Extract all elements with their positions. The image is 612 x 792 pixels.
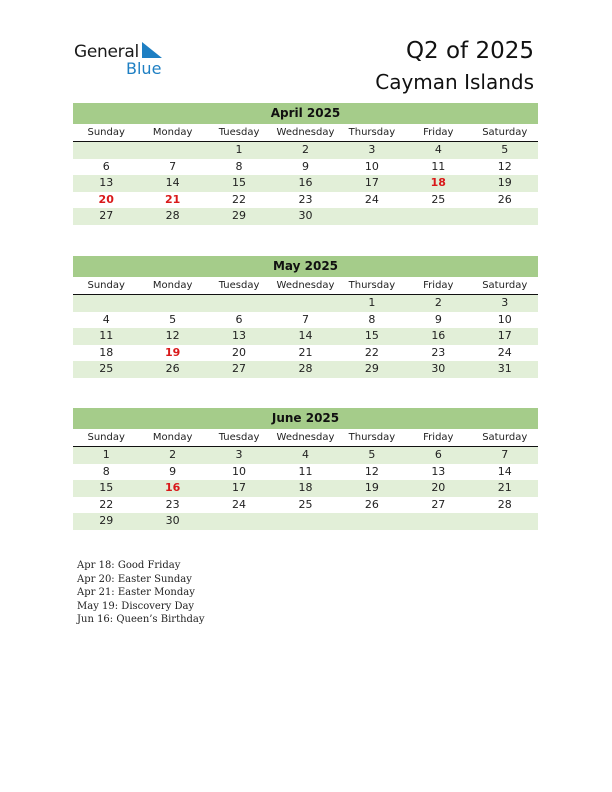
month-header: April 2025 (73, 103, 538, 124)
day-cell: 19 (164, 345, 181, 359)
day-cell: 11 (431, 159, 446, 173)
day-cell: 29 (364, 362, 379, 375)
weekday-label: Tuesday (218, 432, 260, 443)
day-cell: 7 (169, 159, 177, 173)
day-cell: 24 (364, 192, 379, 206)
day-cell: 19 (364, 481, 379, 494)
weekday-label: Friday (423, 280, 454, 291)
day-cell: 9 (169, 464, 177, 478)
week-row (73, 361, 538, 378)
logo-blue-text: Blue (126, 59, 162, 78)
empty-day-cell (339, 513, 405, 530)
weekday-label: Saturday (482, 127, 528, 138)
day-cell: 24 (497, 345, 512, 359)
empty-day-cell (472, 208, 538, 225)
weekday-label: Saturday (482, 280, 528, 291)
day-cell: 30 (431, 362, 446, 375)
day-cell: 21 (497, 481, 512, 494)
day-cell: 25 (431, 192, 446, 206)
day-cell: 23 (298, 192, 313, 206)
weekday-label: Monday (152, 280, 193, 291)
weekday-label: Monday (152, 432, 193, 443)
day-cell: 4 (301, 448, 309, 461)
day-cell: 18 (99, 345, 114, 359)
holiday-note: May 19: Discovery Day (77, 600, 195, 612)
empty-day-cell (339, 208, 405, 225)
day-cell: 30 (165, 514, 180, 527)
day-cell: 27 (99, 209, 114, 222)
day-cell: 13 (232, 329, 247, 342)
logo (74, 40, 174, 80)
week-row (73, 447, 538, 464)
logo-triangle-icon (140, 42, 162, 58)
day-cell: 17 (364, 176, 379, 189)
day-cell: 6 (235, 312, 243, 326)
week-row (73, 497, 538, 514)
day-cell: 15 (232, 176, 247, 189)
weekday-label: Sunday (87, 432, 125, 443)
weekday-header-row (73, 277, 538, 295)
day-cell: 1 (102, 448, 110, 461)
day-cell: 1 (368, 296, 376, 309)
day-cell: 22 (364, 345, 379, 359)
weekday-label: Wednesday (276, 127, 335, 138)
day-cell: 6 (434, 448, 442, 461)
day-cell: 8 (368, 312, 376, 326)
day-cell: 7 (301, 312, 309, 326)
empty-day-cell (139, 295, 205, 312)
day-cell: 2 (169, 448, 177, 461)
day-cell: 18 (430, 176, 446, 189)
week-row (73, 175, 538, 192)
day-cell: 30 (298, 209, 313, 222)
week-row (73, 295, 538, 312)
day-cell: 9 (434, 312, 442, 326)
day-cell: 29 (232, 209, 247, 222)
day-cell: 2 (301, 143, 309, 156)
day-cell: 16 (164, 481, 181, 494)
empty-day-cell (272, 295, 338, 312)
week-row (73, 345, 538, 362)
weekday-label: Friday (423, 432, 454, 443)
day-cell: 14 (497, 464, 512, 478)
empty-day-cell (405, 513, 471, 530)
weekday-label: Saturday (482, 432, 528, 443)
day-cell: 10 (497, 312, 512, 326)
weekday-label: Thursday (348, 280, 396, 291)
day-cell: 3 (501, 296, 509, 309)
weekday-label: Sunday (87, 127, 125, 138)
day-cell: 15 (364, 329, 379, 342)
day-cell: 15 (99, 481, 114, 494)
day-cell: 17 (497, 329, 512, 342)
day-cell: 19 (497, 176, 512, 189)
day-cell: 4 (434, 143, 442, 156)
day-cell: 20 (98, 192, 114, 206)
month-grid (73, 142, 538, 225)
day-cell: 16 (298, 176, 313, 189)
day-cell: 28 (165, 209, 180, 222)
day-cell: 13 (431, 464, 446, 478)
weekday-label: Thursday (348, 127, 396, 138)
weekday-label: Sunday (87, 280, 125, 291)
month-header: May 2025 (73, 256, 538, 277)
weekday-label: Wednesday (276, 432, 335, 443)
day-cell: 26 (497, 192, 512, 206)
week-row (73, 513, 538, 530)
day-cell: 29 (99, 514, 114, 527)
weekday-label: Thursday (348, 432, 396, 443)
day-cell: 23 (431, 345, 446, 359)
day-cell: 9 (301, 159, 309, 173)
holiday-note: Apr 20: Easter Sunday (77, 573, 192, 585)
month-header: June 2025 (73, 408, 538, 429)
day-cell: 11 (298, 464, 313, 478)
day-cell: 27 (431, 497, 446, 511)
day-cell: 20 (431, 481, 446, 494)
day-cell: 12 (364, 464, 379, 478)
day-cell: 7 (501, 448, 509, 461)
day-cell: 24 (232, 497, 247, 511)
day-cell: 26 (364, 497, 379, 511)
holiday-note: Jun 16: Queen’s Birthday (77, 614, 205, 625)
day-cell: 12 (497, 159, 512, 173)
empty-day-cell (472, 513, 538, 530)
empty-day-cell (139, 142, 205, 159)
weekday-header-row (73, 124, 538, 142)
month-grid (73, 447, 538, 530)
month-april (73, 103, 538, 225)
day-cell: 31 (497, 362, 512, 375)
day-cell: 21 (164, 192, 181, 206)
day-cell: 11 (99, 329, 114, 342)
empty-day-cell (206, 295, 272, 312)
weekday-label: Monday (152, 127, 193, 138)
weekday-header-row (73, 429, 538, 447)
day-cell: 21 (298, 345, 313, 359)
day-cell: 3 (368, 143, 376, 156)
month-june (73, 408, 538, 530)
day-cell: 28 (298, 362, 313, 375)
holiday-note: Apr 21: Easter Monday (77, 587, 195, 598)
day-cell: 20 (232, 345, 247, 359)
day-cell: 13 (99, 176, 114, 189)
day-cell: 2 (434, 296, 442, 309)
day-cell: 27 (232, 362, 247, 375)
holiday-notes (77, 559, 205, 627)
day-cell: 25 (298, 497, 313, 511)
weekday-label: Tuesday (218, 127, 260, 138)
week-row (73, 208, 538, 225)
empty-day-cell (73, 295, 139, 312)
week-row (73, 328, 538, 345)
day-cell: 3 (235, 448, 243, 461)
day-cell: 28 (497, 497, 512, 511)
month-grid (73, 295, 538, 378)
week-row (73, 142, 538, 159)
empty-day-cell (206, 513, 272, 530)
week-row (73, 159, 538, 176)
day-cell: 17 (232, 481, 247, 494)
month-may (73, 256, 538, 378)
week-row (73, 464, 538, 481)
day-cell: 14 (165, 176, 180, 189)
weekday-label: Wednesday (276, 280, 335, 291)
day-cell: 14 (298, 329, 313, 342)
day-cell: 22 (232, 192, 247, 206)
day-cell: 22 (99, 497, 114, 511)
week-row (73, 192, 538, 209)
weekday-label: Tuesday (218, 280, 260, 291)
day-cell: 4 (102, 312, 110, 326)
day-cell: 5 (501, 143, 509, 156)
day-cell: 12 (165, 329, 180, 342)
page-subtitle: Cayman Islands (375, 70, 534, 94)
week-row (73, 312, 538, 329)
logo-general-text: General (74, 42, 139, 62)
day-cell: 18 (298, 481, 313, 494)
empty-day-cell (73, 142, 139, 159)
empty-day-cell (405, 208, 471, 225)
empty-day-cell (272, 513, 338, 530)
day-cell: 26 (165, 362, 180, 375)
day-cell: 25 (99, 362, 114, 375)
day-cell: 16 (431, 329, 446, 342)
page-title: Q2 of 2025 (405, 38, 534, 64)
day-cell: 1 (235, 143, 243, 156)
day-cell: 6 (102, 159, 110, 173)
day-cell: 5 (169, 312, 177, 326)
day-cell: 10 (364, 159, 379, 173)
day-cell: 10 (232, 464, 247, 478)
week-row (73, 480, 538, 497)
day-cell: 8 (235, 159, 243, 173)
day-cell: 23 (165, 497, 180, 511)
day-cell: 5 (368, 448, 376, 461)
weekday-label: Friday (423, 127, 454, 138)
holiday-note: Apr 18: Good Friday (77, 560, 181, 571)
day-cell: 8 (102, 464, 110, 478)
